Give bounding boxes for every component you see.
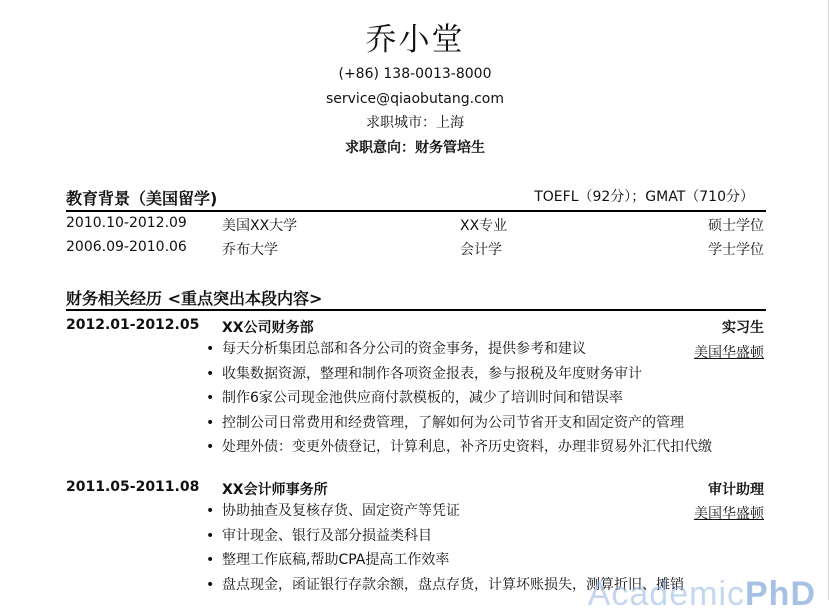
resume-header <box>0 18 830 160</box>
candidate-name: 乔小堂 <box>365 22 465 58</box>
test-scores: TOEFL（92分）；GMAT（710分） <box>534 189 754 205</box>
job-objective: 求职意向：财务管培生 <box>345 139 485 156</box>
education-school: 美国XX大学 <box>222 218 298 234</box>
job-dates: 2011.05-2011.08 <box>66 479 200 495</box>
education-row <box>66 215 764 239</box>
education-divider <box>66 210 766 212</box>
job-location: 美国华盛顿 <box>694 506 764 522</box>
education-row <box>66 239 764 263</box>
watermark-logo <box>588 575 816 614</box>
watermark-text: Academic <box>587 575 745 613</box>
experience-section-title: 财务相关经历 <重点突出本段内容> <box>66 289 323 308</box>
job-duty-item: • 收集数据资源，整理和制作各项资金报表，参与报税及年度财务审计 <box>206 362 712 387</box>
education-dates: 2006.09-2010.06 <box>66 239 187 255</box>
education-degree: 学士学位 <box>708 242 764 258</box>
job-duty-item: • 处理外债：变更外债登记，计算利息，补齐历史资料，办理非贸易外汇代扣代缴 <box>206 435 712 460</box>
job-duty-item: • 制作6家公司现金池供应商付款模板的，减少了培训时间和错误率 <box>206 386 712 411</box>
job-location: 美国华盛顿 <box>694 345 764 361</box>
watermark-text-bold: PhD <box>745 575 816 613</box>
job-duty-item: • 审计现金、银行及部分损益类科目 <box>206 524 684 549</box>
job-duty-item: • 整理工作底稿,帮助CPA提高工作效率 <box>206 548 684 573</box>
job-role: 审计助理 <box>708 482 764 498</box>
job-duty-item: • 控制公司日常费用和经费管理，了解如何为公司节省开支和固定资产的管理 <box>206 411 712 436</box>
job-duty-item: • 协助抽查及复核存货、固定资产等凭证 <box>206 499 684 524</box>
education-degree: 硕士学位 <box>708 218 764 234</box>
job-role: 实习生 <box>722 320 764 336</box>
phone-number: (+86) 138-0013-8000 <box>338 66 492 82</box>
education-section-title: 教育背景（美国留学) <box>66 189 218 208</box>
experience-divider <box>66 309 766 311</box>
education-school: 乔布大学 <box>222 242 278 258</box>
education-dates: 2010.10-2012.09 <box>66 215 187 231</box>
education-major: 会计学 <box>460 242 502 258</box>
job-dates: 2012.01-2012.05 <box>66 317 200 333</box>
education-major: XX专业 <box>460 218 508 234</box>
job-organization: XX公司财务部 <box>222 320 314 336</box>
email-address: service@qiaobutang.com <box>325 90 504 107</box>
target-city: 求职城市：上海 <box>366 115 464 131</box>
job-duties-list <box>206 337 712 460</box>
job-duty-item: • 每天分析集团总部和各分公司的资金事务，提供参考和建议 <box>206 337 712 362</box>
job-duty-item: • 盘点现金，函证银行存款余额，盘点存货，计算坏账损失，测算折旧、摊销 <box>206 573 684 598</box>
job-organization: XX会计师事务所 <box>222 482 328 498</box>
